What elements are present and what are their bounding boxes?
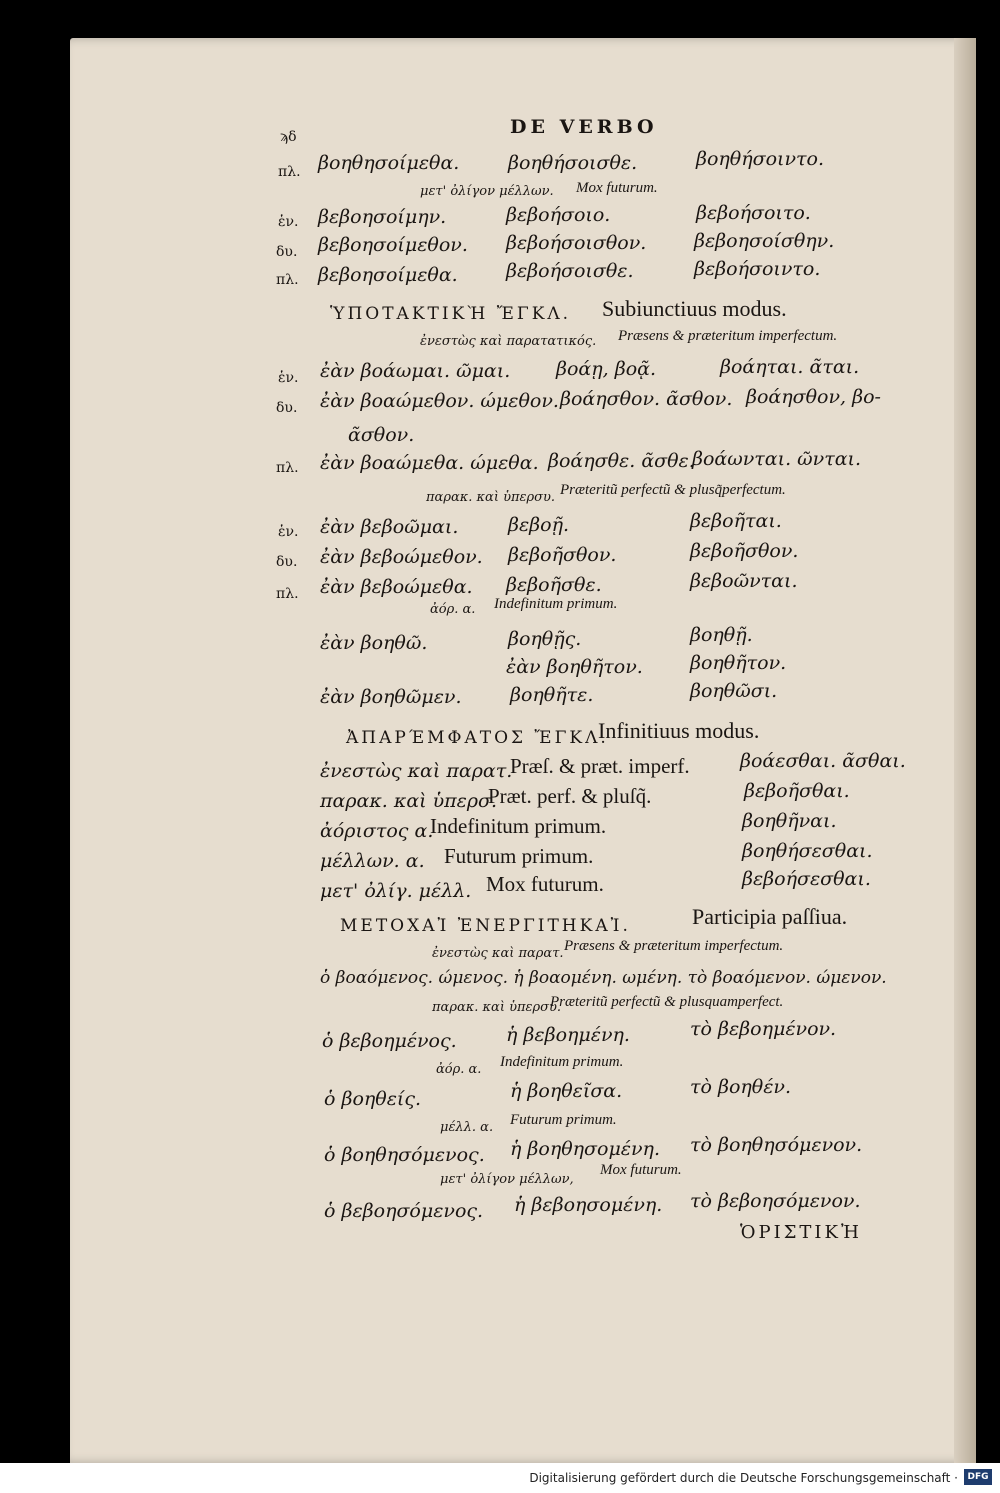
running-head: DE VERBO xyxy=(510,116,658,138)
tense-greek: παρακ. καὶ ὑπερσυ. xyxy=(432,1000,562,1015)
tense-latin: Præsens & præteritum imperfectum. xyxy=(618,328,838,344)
form-col2: βοάῃ, βοᾷ. xyxy=(556,358,657,380)
tense-latin: Præſ. & præt. imperf. xyxy=(510,754,690,778)
number-label: πλ. xyxy=(276,460,299,476)
form-col1: ὁ βεβοημένος. xyxy=(322,1030,457,1052)
tense-latin: Præteritũ perfectũ & plusq̃perfectum. xyxy=(560,482,786,498)
form-col2: βεβοήσοισθον. xyxy=(506,232,647,254)
tense-latin: Indefinitum primum. xyxy=(430,814,607,838)
number-label: ἑν. xyxy=(278,524,299,540)
form-col1: ἐὰν βοηθῶμεν. xyxy=(320,686,462,708)
form-col1: ἐὰν βεβοῶμαι. xyxy=(320,516,459,538)
tense-greek: ἐνεστὼς καὶ παρατ. xyxy=(432,946,564,961)
number-label: πλ. xyxy=(278,164,301,180)
form-col2: βοηθῇς. xyxy=(508,628,582,650)
form-col2: ἡ βεβοησομένη. xyxy=(514,1194,663,1216)
number-label: ἑν. xyxy=(278,370,299,386)
tense-greek: μετ' ὀλίγ. μέλλ. xyxy=(320,880,472,902)
tense-greek: μέλλων. α. xyxy=(320,850,425,872)
form-col3: τὸ βεβοημένον. xyxy=(690,1018,837,1040)
tense-latin: Præteritũ perfectũ & plusquamperfect. xyxy=(550,994,784,1010)
number-label: δυ. xyxy=(276,554,298,570)
form-col3: βοηθῆτον. xyxy=(690,652,787,674)
tense-latin: Futurum primum. xyxy=(510,1112,617,1128)
form-col2: βοάησθον. ᾶσθον. xyxy=(560,388,733,410)
catchword: ὉΡΙΣΤΙΚἨ xyxy=(740,1222,862,1243)
form-col1: ὁ βοηθησόμενος. xyxy=(324,1144,485,1166)
form-col2: βεβοήσοιο. xyxy=(506,204,611,226)
tense-latin: Mox futurum. xyxy=(486,872,604,896)
form-col2: βοάησθε. ᾶσθε. xyxy=(548,450,695,472)
form-col1: ὁ βεβοησόμενος. xyxy=(324,1200,484,1222)
form-col1: βεβοησοίμεθον. xyxy=(318,234,468,256)
page-number: ϡδ xyxy=(280,129,297,145)
form-col2: βεβοῇ. xyxy=(508,514,570,536)
book-page xyxy=(70,38,976,1463)
form: βοηθῆναι. xyxy=(742,810,837,832)
tense-latin: Præt. perf. & pluſq̃. xyxy=(488,784,652,808)
form: βεβοήσεσθαι. xyxy=(742,868,871,890)
form-col2: ἡ βοηθεῖσα. xyxy=(510,1080,623,1102)
form-col3: βεβοῆται. xyxy=(690,510,782,532)
form-col1: ἐὰν βοαώμεθα. ώμεθα. xyxy=(320,452,539,474)
tense-greek: παρακ. καὶ ὑπερσ. xyxy=(320,790,498,812)
form-col2: βοηθήσοισθε. xyxy=(508,152,638,174)
tense-latin: Præsens & præteritum imperfectum. xyxy=(564,938,784,954)
form-col2: ἡ βεβοημένη. xyxy=(506,1024,630,1046)
tense-latin: Indefinitum primum. xyxy=(494,596,618,612)
tense-greek: παρακ. καὶ ὑπερσυ. xyxy=(426,490,556,505)
form-col3: τὸ βεβοησόμενον. xyxy=(690,1190,861,1212)
dfg-logo: DFG xyxy=(964,1469,992,1485)
tense-latin: Indefinitum primum. xyxy=(500,1054,624,1070)
form-col3: βοάησθον, βο- xyxy=(746,386,881,408)
footer-credit: Digitalisierung gefördert durch die Deutsche Forschungsgemeinschaft · xyxy=(529,1471,958,1485)
heading-latin: Subiunctiuus modus. xyxy=(602,296,787,321)
form-col2: βεβοῆσθον. xyxy=(508,544,617,566)
form-col3: βοάηται. ᾶται. xyxy=(720,356,860,378)
form-col3: βοηθήσοιντο. xyxy=(696,148,825,170)
heading-latin: Participia paſſiua. xyxy=(692,904,848,929)
tense-greek: ἐνεστὼς καὶ παρατ. xyxy=(320,760,513,782)
number-label: πλ. xyxy=(276,272,299,288)
form-col1: ἐὰν βοάωμαι. ῶμαι. xyxy=(320,360,511,382)
form-col1: ὁ βοηθείς. xyxy=(324,1088,422,1110)
part-present-row: ὁ βοαόμενος. ώμενος. ἡ βοαομένη. ωμένη. τὸ βοαόμενον. ώμενον. xyxy=(320,968,887,988)
tense-greek: ἀόρ. α. xyxy=(430,602,476,617)
form-col2: βοηθῆτε. xyxy=(510,684,594,706)
number-label: δυ. xyxy=(276,400,298,416)
form-continuation: ᾶσθον. xyxy=(348,424,415,446)
heading-greek: ὙΠΟΤΑΚΤΙΚῊ ἜΓΚΛ. xyxy=(330,304,572,324)
form-col3: βοηθῇ. xyxy=(690,624,753,646)
form-col3: βεβοῶνται. xyxy=(690,570,798,592)
form-col2: βεβοῆσθε. xyxy=(506,574,602,596)
form-col1: βεβοησοίμην. xyxy=(318,206,447,228)
form-col3: βοάωνται. ῶνται. xyxy=(692,448,862,470)
form-col3: βεβοήσοιτο. xyxy=(696,202,811,224)
form-col1: ἐὰν βοηθῶ. xyxy=(320,632,428,654)
tense-greek: ἐνεστὼς καὶ παρατατικός. xyxy=(420,334,597,349)
form-col3: βεβοῆσθον. xyxy=(690,540,799,562)
tense-latin: Futurum primum. xyxy=(444,844,594,868)
form-col2: ἐὰν βοηθῆτον. xyxy=(506,656,643,678)
number-label: πλ. xyxy=(276,586,299,602)
form-col1: βοηθησοίμεθα. xyxy=(318,152,460,174)
form-col1: βεβοησοίμεθα. xyxy=(318,264,458,286)
tense-greek: μετ' ὀλίγον μέλλων. xyxy=(420,184,554,199)
form-col3: βοηθῶσι. xyxy=(690,680,778,702)
heading-greek: ἈΠΑΡΈΜΦΑΤΟΣ ἜΓΚΛ. xyxy=(346,728,609,748)
form-col1: ἐὰν βοαώμεθον. ώμεθον. xyxy=(320,390,559,412)
form-col3: τὸ βοηθέν. xyxy=(690,1076,792,1098)
form-col2: ἡ βοηθησομένη. xyxy=(510,1138,660,1160)
form: βεβοῆσθαι. xyxy=(744,780,850,802)
form-col3: βεβοήσοιντο. xyxy=(694,258,821,280)
form-col3: βεβοησοίσθην. xyxy=(694,230,835,252)
tense-greek: ἀόρ. α. xyxy=(436,1062,482,1077)
number-label: ἑν. xyxy=(278,214,299,230)
form-col1: ἐὰν βεβοώμεθα. xyxy=(320,576,473,598)
heading-greek: ΜΕΤΟΧΑἸ ἘΝΕΡΓΙΤΗΚΑἸ. xyxy=(340,916,631,936)
page-spine-shadow xyxy=(954,38,976,1463)
tense-greek: ἀόριστος α. xyxy=(320,820,434,842)
tense-greek: μετ' ὀλίγον μέλλων, xyxy=(440,1172,574,1187)
number-label: δυ. xyxy=(276,244,298,260)
form-col2: βεβοήσοισθε. xyxy=(506,260,634,282)
form-col1: ἐὰν βεβοώμεθον. xyxy=(320,546,483,568)
heading-latin: Infinitiuus modus. xyxy=(598,718,760,743)
footer-bar xyxy=(0,1463,1000,1493)
form-col3: τὸ βοηθησόμενον. xyxy=(690,1134,863,1156)
form: βοάεσθαι. ᾶσθαι. xyxy=(740,750,906,772)
form: βοηθήσεσθαι. xyxy=(742,840,873,862)
tense-greek: μέλλ. α. xyxy=(440,1120,494,1135)
tense-latin: Mox futurum. xyxy=(576,180,658,196)
tense-latin: Mox futurum. xyxy=(600,1162,682,1178)
